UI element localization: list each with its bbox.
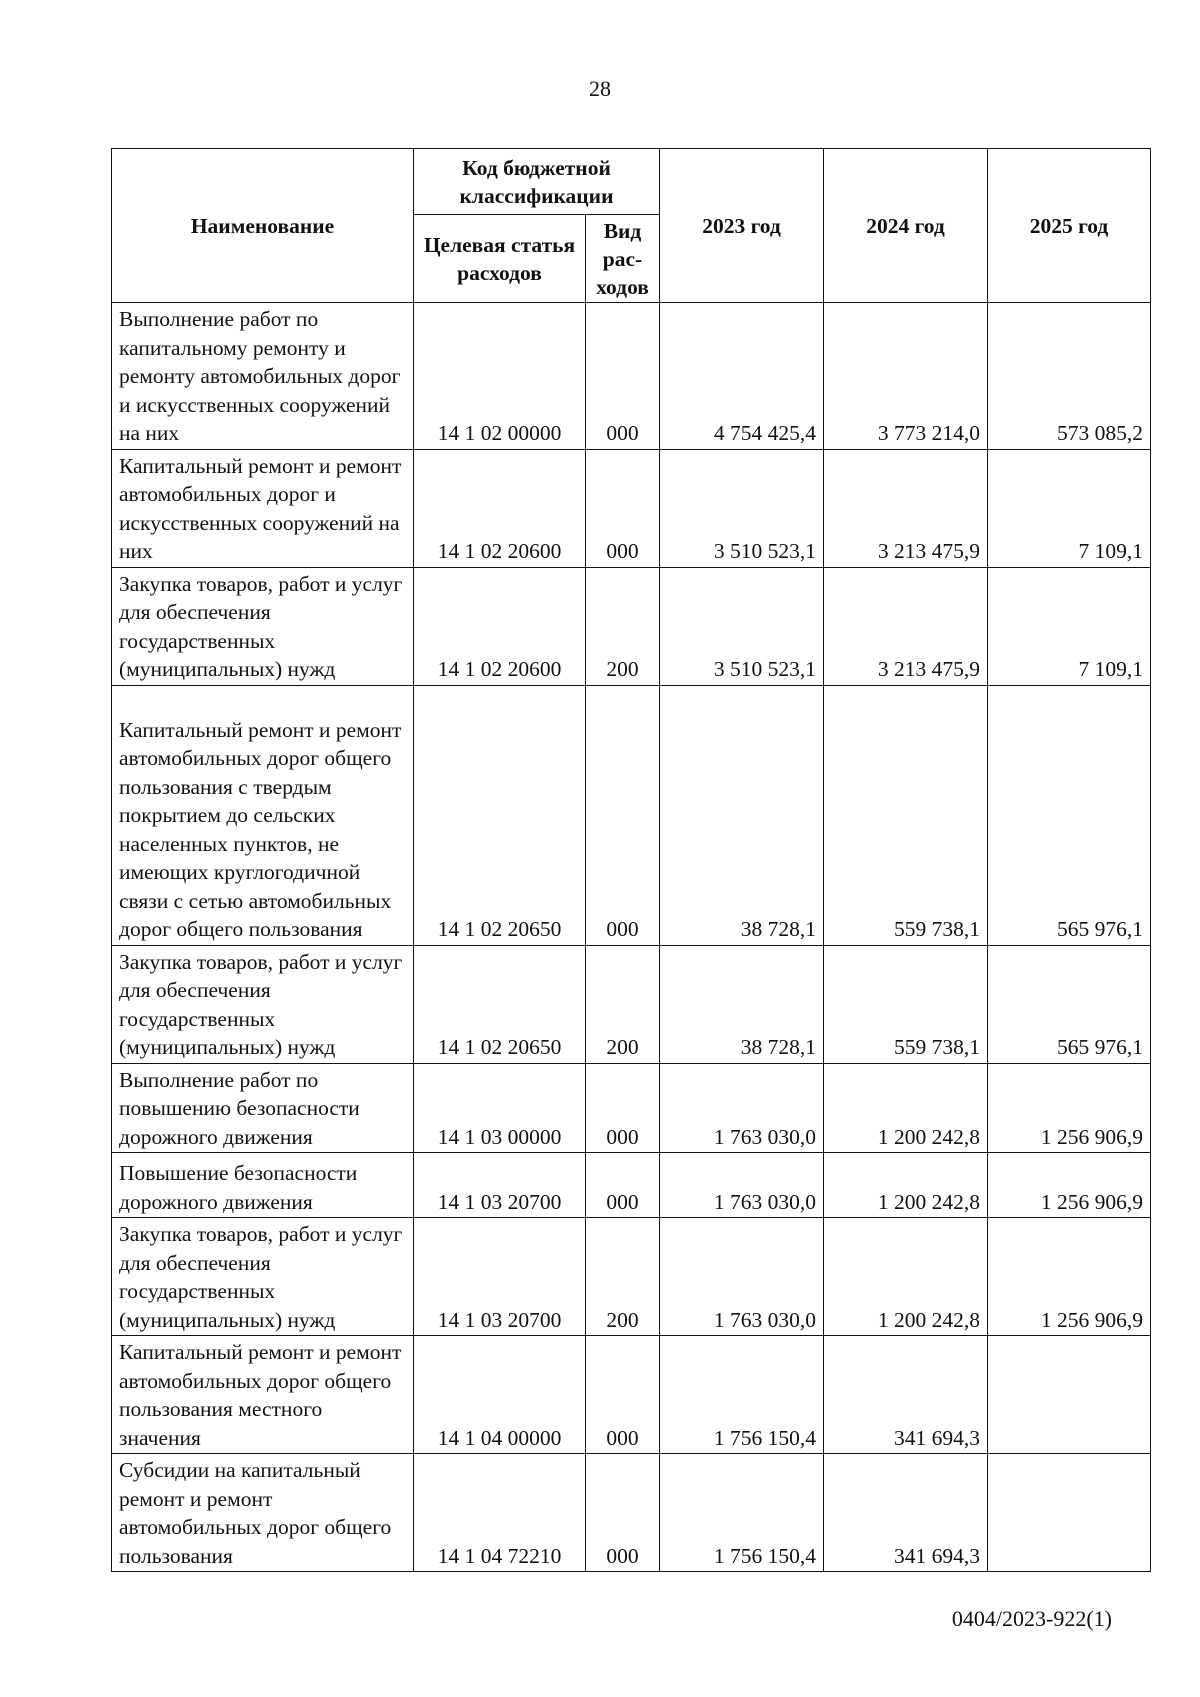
header-year-2025: 2025 год: [988, 149, 1151, 303]
row-value-2025: 1 256 906,9: [988, 1153, 1151, 1218]
row-value-2024: 3 213 475,9: [824, 567, 988, 685]
table-row: [112, 1454, 1151, 1572]
table-row: [112, 449, 1151, 567]
row-value-2023: 1 763 030,0: [660, 1153, 824, 1218]
row-target-code: 14 1 02 20600: [414, 567, 586, 685]
row-name: Закупка товаров, работ и услуг для обеспечения государственных (муниципальных) нужд: [112, 567, 414, 685]
row-value-2024: 1 200 242,8: [824, 1218, 988, 1336]
row-value-2025: [988, 1454, 1151, 1572]
table-row: [112, 685, 1151, 945]
row-target-code: 14 1 02 20600: [414, 449, 586, 567]
header-target-article: Целевая статья расходов: [414, 215, 586, 303]
row-value-2023: 3 510 523,1: [660, 449, 824, 567]
row-value-2023: 4 754 425,4: [660, 303, 824, 450]
row-target-code: 14 1 02 20650: [414, 945, 586, 1063]
row-expense-kind: 000: [586, 685, 660, 945]
row-value-2024: 341 694,3: [824, 1336, 988, 1454]
row-value-2024: 559 738,1: [824, 685, 988, 945]
row-value-2024: 1 200 242,8: [824, 1153, 988, 1218]
row-value-2025: 7 109,1: [988, 449, 1151, 567]
row-name: Капитальный ремонт и ремонт автомобильных дорог общего пользования с твердым покрытием до сельских населенных пунктов, не имеющих круглогодичной связи с сетью автомобильных дорог общего пользования: [112, 685, 414, 945]
table-row: [112, 1063, 1151, 1153]
row-value-2024: 559 738,1: [824, 945, 988, 1063]
table-row: [112, 303, 1151, 450]
row-target-code: 14 1 03 20700: [414, 1153, 586, 1218]
row-expense-kind: 000: [586, 1063, 660, 1153]
row-value-2023: 1 756 150,4: [660, 1454, 824, 1572]
row-value-2023: 1 763 030,0: [660, 1063, 824, 1153]
row-value-2024: 3 773 214,0: [824, 303, 988, 450]
row-value-2025: 565 976,1: [988, 945, 1151, 1063]
row-name: Повышение безопасности дорожного движения: [112, 1153, 414, 1218]
row-value-2024: 341 694,3: [824, 1454, 988, 1572]
page-number: 28: [589, 76, 611, 101]
table-row: [112, 1218, 1151, 1336]
row-expense-kind: 000: [586, 303, 660, 450]
row-name: Закупка товаров, работ и услуг для обеспечения государственных (муниципальных) нужд: [112, 945, 414, 1063]
header-budget-code-group: Код бюджетной классификации: [414, 149, 660, 215]
table-row: [112, 1336, 1151, 1454]
header-expense-kind: Вид рас-ходов: [586, 215, 660, 303]
row-value-2025: 573 085,2: [988, 303, 1151, 450]
table-row: [112, 567, 1151, 685]
row-name: Субсидии на капитальный ремонт и ремонт автомобильных дорог общего пользования: [112, 1454, 414, 1572]
row-value-2023: 38 728,1: [660, 945, 824, 1063]
table-body: [112, 303, 1151, 1572]
row-value-2023: 3 510 523,1: [660, 567, 824, 685]
row-value-2025: 1 256 906,9: [988, 1063, 1151, 1153]
row-name: Выполнение работ по повышению безопасности дорожного движения: [112, 1063, 414, 1153]
row-target-code: 14 1 02 00000: [414, 303, 586, 450]
row-name: Капитальный ремонт и ремонт автомобильных дорог и искусственных сооружений на них: [112, 449, 414, 567]
row-expense-kind: 000: [586, 449, 660, 567]
row-value-2025: [988, 1336, 1151, 1454]
row-value-2023: 38 728,1: [660, 685, 824, 945]
row-value-2023: 1 763 030,0: [660, 1218, 824, 1336]
header-year-2023: 2023 год: [660, 149, 824, 303]
budget-table: [111, 148, 1151, 1572]
row-expense-kind: 000: [586, 1336, 660, 1454]
document-number: 0404/2023-922(1): [951, 1606, 1112, 1631]
row-value-2025: 1 256 906,9: [988, 1218, 1151, 1336]
row-name: Закупка товаров, работ и услуг для обеспечения государственных (муниципальных) нужд: [112, 1218, 414, 1336]
row-value-2023: 1 756 150,4: [660, 1336, 824, 1454]
row-expense-kind: 200: [586, 1218, 660, 1336]
row-expense-kind: 200: [586, 567, 660, 685]
row-expense-kind: 000: [586, 1454, 660, 1572]
header-year-2024: 2024 год: [824, 149, 988, 303]
table-row: [112, 1153, 1151, 1218]
row-target-code: 14 1 03 00000: [414, 1063, 586, 1153]
row-target-code: 14 1 03 20700: [414, 1218, 586, 1336]
row-target-code: 14 1 02 20650: [414, 685, 586, 945]
row-value-2024: 1 200 242,8: [824, 1063, 988, 1153]
header-name: Наименование: [112, 149, 414, 303]
row-value-2025: 7 109,1: [988, 567, 1151, 685]
row-target-code: 14 1 04 72210: [414, 1454, 586, 1572]
row-value-2024: 3 213 475,9: [824, 449, 988, 567]
row-value-2025: 565 976,1: [988, 685, 1151, 945]
row-target-code: 14 1 04 00000: [414, 1336, 586, 1454]
row-expense-kind: 000: [586, 1153, 660, 1218]
row-expense-kind: 200: [586, 945, 660, 1063]
table-row: [112, 945, 1151, 1063]
row-name: Выполнение работ по капитальному ремонту и ремонту автомобильных дорог и искусственных сооружений на них: [112, 303, 414, 450]
row-name: Капитальный ремонт и ремонт автомобильных дорог общего пользования местного значения: [112, 1336, 414, 1454]
